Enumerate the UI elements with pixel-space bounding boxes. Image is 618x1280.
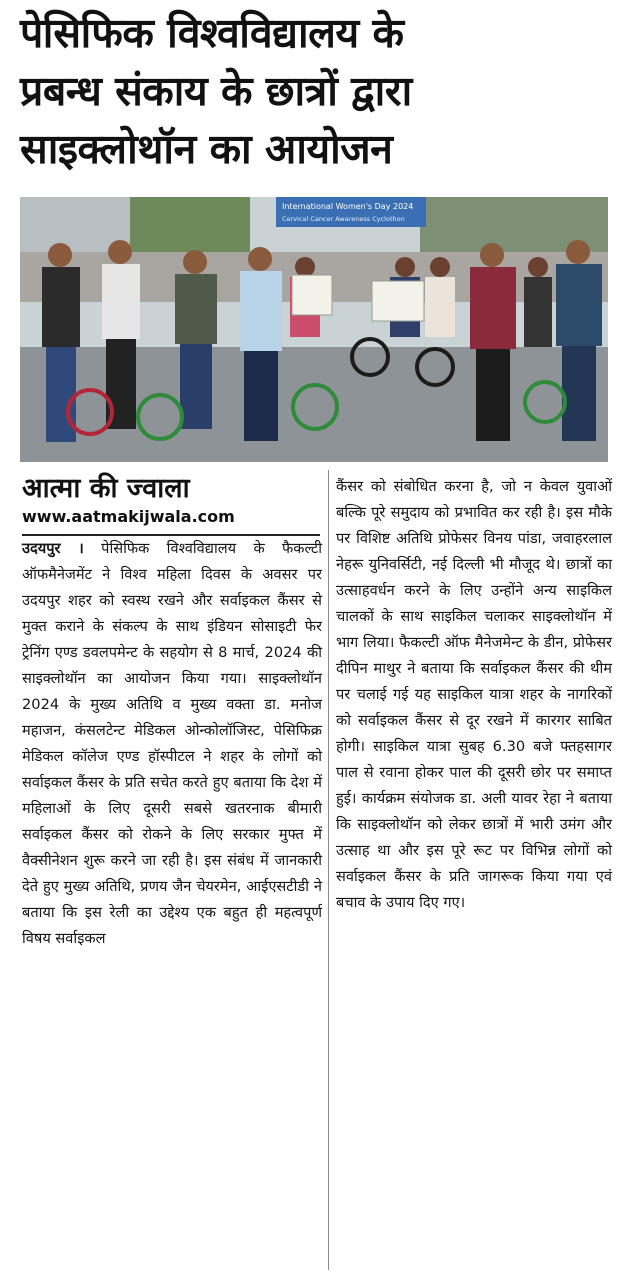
photo-scene [20,197,608,462]
article-body-right: कैंसर को संबोधित करना है, जो न केवल युवाओं बल्कि पूरे समुदाय को प्रभावित कर रही है। इस मौके पर विशिष्ट अतिथि प्रोफेसर विनय पांडा, जवाहरलाल नेहरू युनिवर्सिटी, नई दिल्ली भी मौजूद थे। छात्रों का उत्साहवर्धन करने के लिए उन्होंने अन्य साइकिल चालकों के साथ साइकिल चलाकर साइक्लोथॉन में भाग लिया। फैकल्टी ऑफ मैनेजमेन्ट के डीन, प्रोफेसर दीपिन माथुर ने बताया कि सर्वाइकल कैंसर की थीम पर चलाई गई यह साइकिल यात्रा शहर के नागरिकों को सर्वाइकल कैंसर से दूर रखने में कारगर साबित होगी। साइकिल यात्रा सुबह 6.30 बजे फ्तहसागर पाल से रवाना होकर पाल की दूसरी छोर पर समाप्त हुई। कार्यक्रम संयोजक डा. अली यावर रेहा ने बताया कि साइक्लोथॉन को लेकर छात्रों में भारी उमंग और उत्साह था और इस पूरे रूट पर विभिन्न लोगों को सर्वाइकल कैंसर के प्रति जागरूक किया गया एवं बचाव के उपाय दिए गए। [336,478,612,911]
headline-line-2: प्रबन्ध संकाय के छात्रों द्वारा [20,67,412,115]
source-block [22,472,322,536]
source-url: www.aatmakijwala.com [22,507,235,526]
article-column-left [22,536,322,952]
headline [20,4,610,178]
source-name: आत्मा की ज्वाला [22,473,190,504]
photo-banner-text: International Women's Day 2024 [282,202,414,211]
photo-placard [292,275,332,315]
article-body-left: पेसिफिक विश्वविद्यालय के फैकल्टी ऑफमैनेजमेंट ने विश्व महिला दिवस के अवसर पर उदयपुर शहर को स्वस्थ रखने और सर्वाइकल कैंसर से मुक्त कराने के संकल्प के साथ इंडियन सोसाइटी फेर ट्रेनिंग एण्ड डवलपमेन्ट के सहयोग से 8 मार्च, 2024 की साइक्लोथॉन का आयोजन किया गया। साइक्लोथॉन 2024 के मुख्य अतिथि व मुख्य वक्ता डा. मनोज महाजन, कंसलटेन्ट मेडिकल ओन्कोलॉजिस्ट, पेसिफिक्र मेडिकल कॉलेज एण्ड हॉस्पीटल ने शहर के लोगों को सर्वाइकल कैंसर के प्रति सचेत करते हुए बताया कि देश में महिलाओं के लिए दूसरी सबसे खतरनाक बीमारी सर्वाइकल कैंसर को रोकने के लिए सरकार मुफ्त में वैक्सीनेशन शुरू करने जा रही है। इस संबंध में जानकारी देते हुए मुख्य अतिथि, प्रणय जैन चेयरमेन, आईएसटीडी ने बताया कि इस रेली का उद्देश्य एक बहुत ही महत्वपूर्ण विषय सर्वाइकल [22,540,322,947]
news-photo [20,197,608,462]
column-divider [328,470,329,1270]
photo-banner-subtext: Cervical Cancer Awareness Cyclothon [282,215,405,223]
photo-placard-2 [372,281,424,321]
headline-line-3: साइक्लोथॉन का आयोजन [20,125,393,173]
article-column-right [336,474,612,916]
article-dateline: उदयपुर । [22,540,84,557]
headline-line-1: पेसिफिक विश्वविद्यालय के [20,9,404,57]
